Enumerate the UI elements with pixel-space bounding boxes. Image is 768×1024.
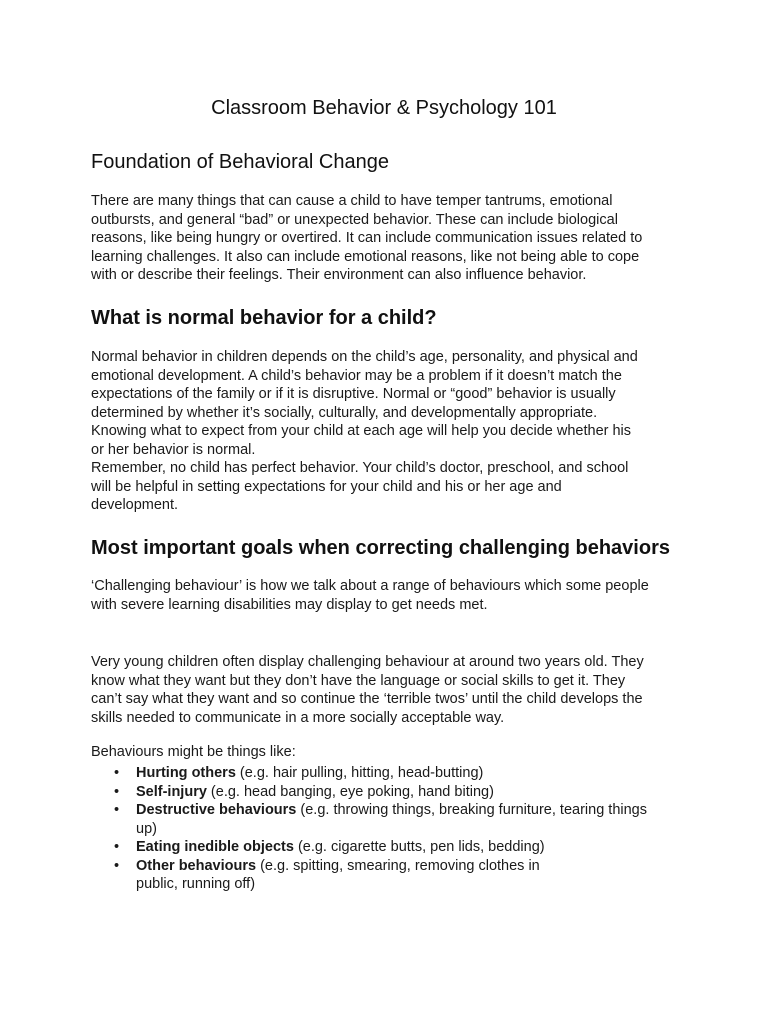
section-heading-goals: Most important goals when correcting challenging behaviors (91, 537, 670, 559)
list-item (91, 801, 647, 838)
text-line: Behaviours might be things like: (91, 744, 296, 760)
item-detail: (e.g. cigarette butts, pen lids, bedding) (293, 839, 545, 855)
bullet-icon: • (114, 765, 120, 781)
text-line: outbursts, and general “bad” or unexpected behavior. These can include biological (91, 211, 618, 228)
text-line: skills needed to communicate in a more socially acceptable way. (91, 709, 505, 726)
text-line: There are many things that can cause a child to have temper tantrums, emotional (91, 193, 613, 209)
bullet-icon: • (114, 857, 120, 874)
text-line: learning challenges. It also can include emotional reasons, like not being able to cope (91, 248, 640, 265)
item-term: Hurting others (136, 765, 236, 781)
text-line: can’t say what they want and so continue the ‘terrible twos’ until the child develops the (91, 691, 643, 707)
bullet-icon: • (114, 839, 120, 855)
section-heading-normal-behavior: What is normal behavior for a child? (91, 307, 437, 329)
page-title: Classroom Behavior & Psychology 101 (211, 97, 557, 119)
item-detail: (e.g. spitting, smearing, removing clothes in (256, 857, 540, 874)
list-item (91, 783, 647, 802)
text-line: or her behavior is normal. (91, 441, 256, 458)
text-line: Knowing what to expect from your child at each age will help you decide whether his (91, 423, 632, 439)
list-intro (91, 743, 296, 762)
text-line: development. (91, 497, 179, 513)
text-line: will be helpful in setting expectations for your child and his or her age and (91, 478, 562, 495)
text-line: reasons, like being hungry or overtired. It can include communication issues related to (91, 230, 643, 246)
item-detail: (e.g. throwing things, breaking furniture, tearing things (296, 802, 647, 818)
list-item (91, 857, 647, 894)
text-line: with or describe their feelings. Their environment can also influence behavior. (91, 267, 587, 283)
bullet-icon: • (114, 802, 120, 818)
list-item (91, 838, 647, 857)
section-heading-foundation: Foundation of Behavioral Change (91, 151, 389, 173)
item-term: Destructive behaviours (136, 802, 297, 818)
paragraph-foundation (91, 192, 642, 285)
item-detail: (e.g. head banging, eye poking, hand biting) (206, 783, 494, 800)
item-detail: (e.g. hair pulling, hitting, head-butting) (235, 765, 484, 781)
text-line: determined by whether it’s socially, culturally, and developmentally appropriate. (91, 404, 598, 421)
item-term: Other behaviours (136, 857, 257, 874)
list-item (91, 764, 647, 783)
behaviours-list (91, 764, 647, 894)
text-line: ‘Challenging behaviour’ is how we talk about a range of behaviours which some people (91, 578, 649, 594)
paragraph-challenging-definition (91, 577, 649, 614)
item-term: Eating inedible objects (136, 839, 294, 855)
text-line: with severe learning disabilities may display to get needs met. (91, 596, 488, 613)
item-detail-continued: public, running off) (136, 876, 256, 892)
text-line: emotional development. A child’s behavior may be a problem if it doesn’t match the (91, 367, 622, 384)
bullet-icon: • (114, 783, 120, 800)
paragraph-young-children (91, 653, 644, 727)
text-line: Remember, no child has perfect behavior. Your child’s doctor, preschool, and school (91, 460, 629, 476)
text-line: Very young children often display challenging behaviour at around two years old. They (91, 654, 644, 670)
item-term: Self-injury (136, 783, 207, 800)
text-line: know what they want but they don’t have the language or social skills to get it. They (91, 672, 626, 689)
text-line: expectations of the family or if it is disruptive. Normal or “good” behavior is usually (91, 386, 616, 402)
text-line: Normal behavior in children depends on the child’s age, personality, and physical and (91, 349, 638, 365)
paragraph-normal-behavior (91, 348, 638, 515)
item-detail-continued: up) (136, 820, 157, 837)
